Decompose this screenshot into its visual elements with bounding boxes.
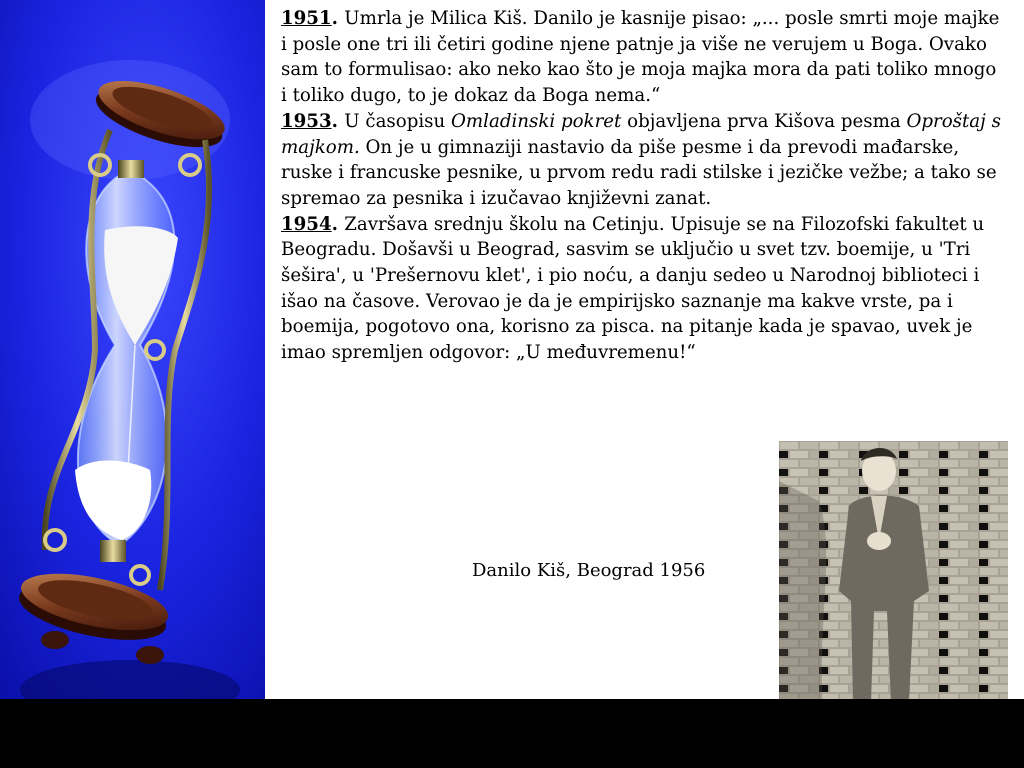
bottom-bar	[0, 699, 1024, 768]
biography-text	[281, 6, 1006, 366]
entry-text: objavljena prva Kišova pesma	[621, 110, 907, 132]
photo-caption: Danilo Kiš, Beograd 1956	[472, 560, 706, 581]
entry-year: 1951	[281, 8, 332, 29]
entry-text: Umrla je Milica Kiš. Danilo je kasnije pisao: „... posle smrti moje majke i posle one tri ili četiri godine njene patnje ja više ne verujem u Boga. Ovako sam to formulisao: ako neko kao što je moja majka mora da pati toliko mnogo i toliko dugo, to je dokaz da Boga nema.“	[281, 8, 1000, 107]
entry-paragraph: 1951. Umrla je Milica Kiš. Danilo je kasnije pisao: „... posle smrti moje majke i posle one tri ili četiri godine njene patnje ja više ne verujem u Boga. Ovako sam to formulisao: ako neko kao što je moja majka mora da pati toliko mnogo i toliko dugo, to je dokaz da Boga nema.“	[281, 8, 1000, 107]
entry-paragraph: 1953. U časopisu Omladinski pokret objavljena prva Kišova pesma Oproštaj s majkom. On je u gimnaziji nastavio da piše pesme i da prevodi mađarske, ruske i francuske pesnike, u prvom redu radi stilske i jezičke vežbe; a tako se spremao za pesnika i izučavao književni zanat.	[281, 110, 1001, 209]
entry-title-italic: Oproštaj s majkom.	[281, 110, 1001, 158]
entry-text: U časopisu	[344, 110, 452, 132]
entry-text: Završava srednju školu na Cetinju. Upisuje se na Filozofski fakultet u Beogradu. Došavši u Beograd, sasvim se uključio u svet tzv. boemije, u 'Tri šešira', u 'Prešernovu klet', i pio noću, a danju sedeo u Narodnoj biblioteci i išao na časove. Verovao je da je empirijsko saznanje ma kakve vrste, pa i boemija, pogotovo ona, korisno za pisca. na pitanje kada je spavao, uvek je imao spremljen odgovor: „U međuvremenu!“	[281, 213, 985, 364]
entry-year: 1954	[281, 213, 332, 235]
entry-year: 1953	[281, 110, 332, 132]
hourglass-image	[0, 0, 265, 699]
entry-paragraph: 1954. Završava srednju školu na Cetinju. Upisuje se na Filozofski fakultet u Beogradu. Došavši u Beograd, sasvim se uključio u svet tzv. boemije, u 'Tri šešira', u 'Prešernovu klet', i pio noću, a danju sedeo u Narodnoj biblioteci i išao na časove. Verovao je da je empirijsko saznanje ma kakve vrste, pa i boemija, pogotovo ona, korisno za pisca. na pitanje kada je spavao, uvek je imao spremljen odgovor: „U međuvremenu!“	[281, 213, 985, 364]
entry-title-italic: Omladinski pokret	[451, 110, 622, 132]
entry-text: On je u gimnaziji nastavio da piše pesme i da prevodi mađarske, ruske i francuske pesnike, u prvom redu radi stilske i jezičke vežbe; a tako se spremao za pesnika i izučavao književni zanat.	[281, 136, 997, 209]
